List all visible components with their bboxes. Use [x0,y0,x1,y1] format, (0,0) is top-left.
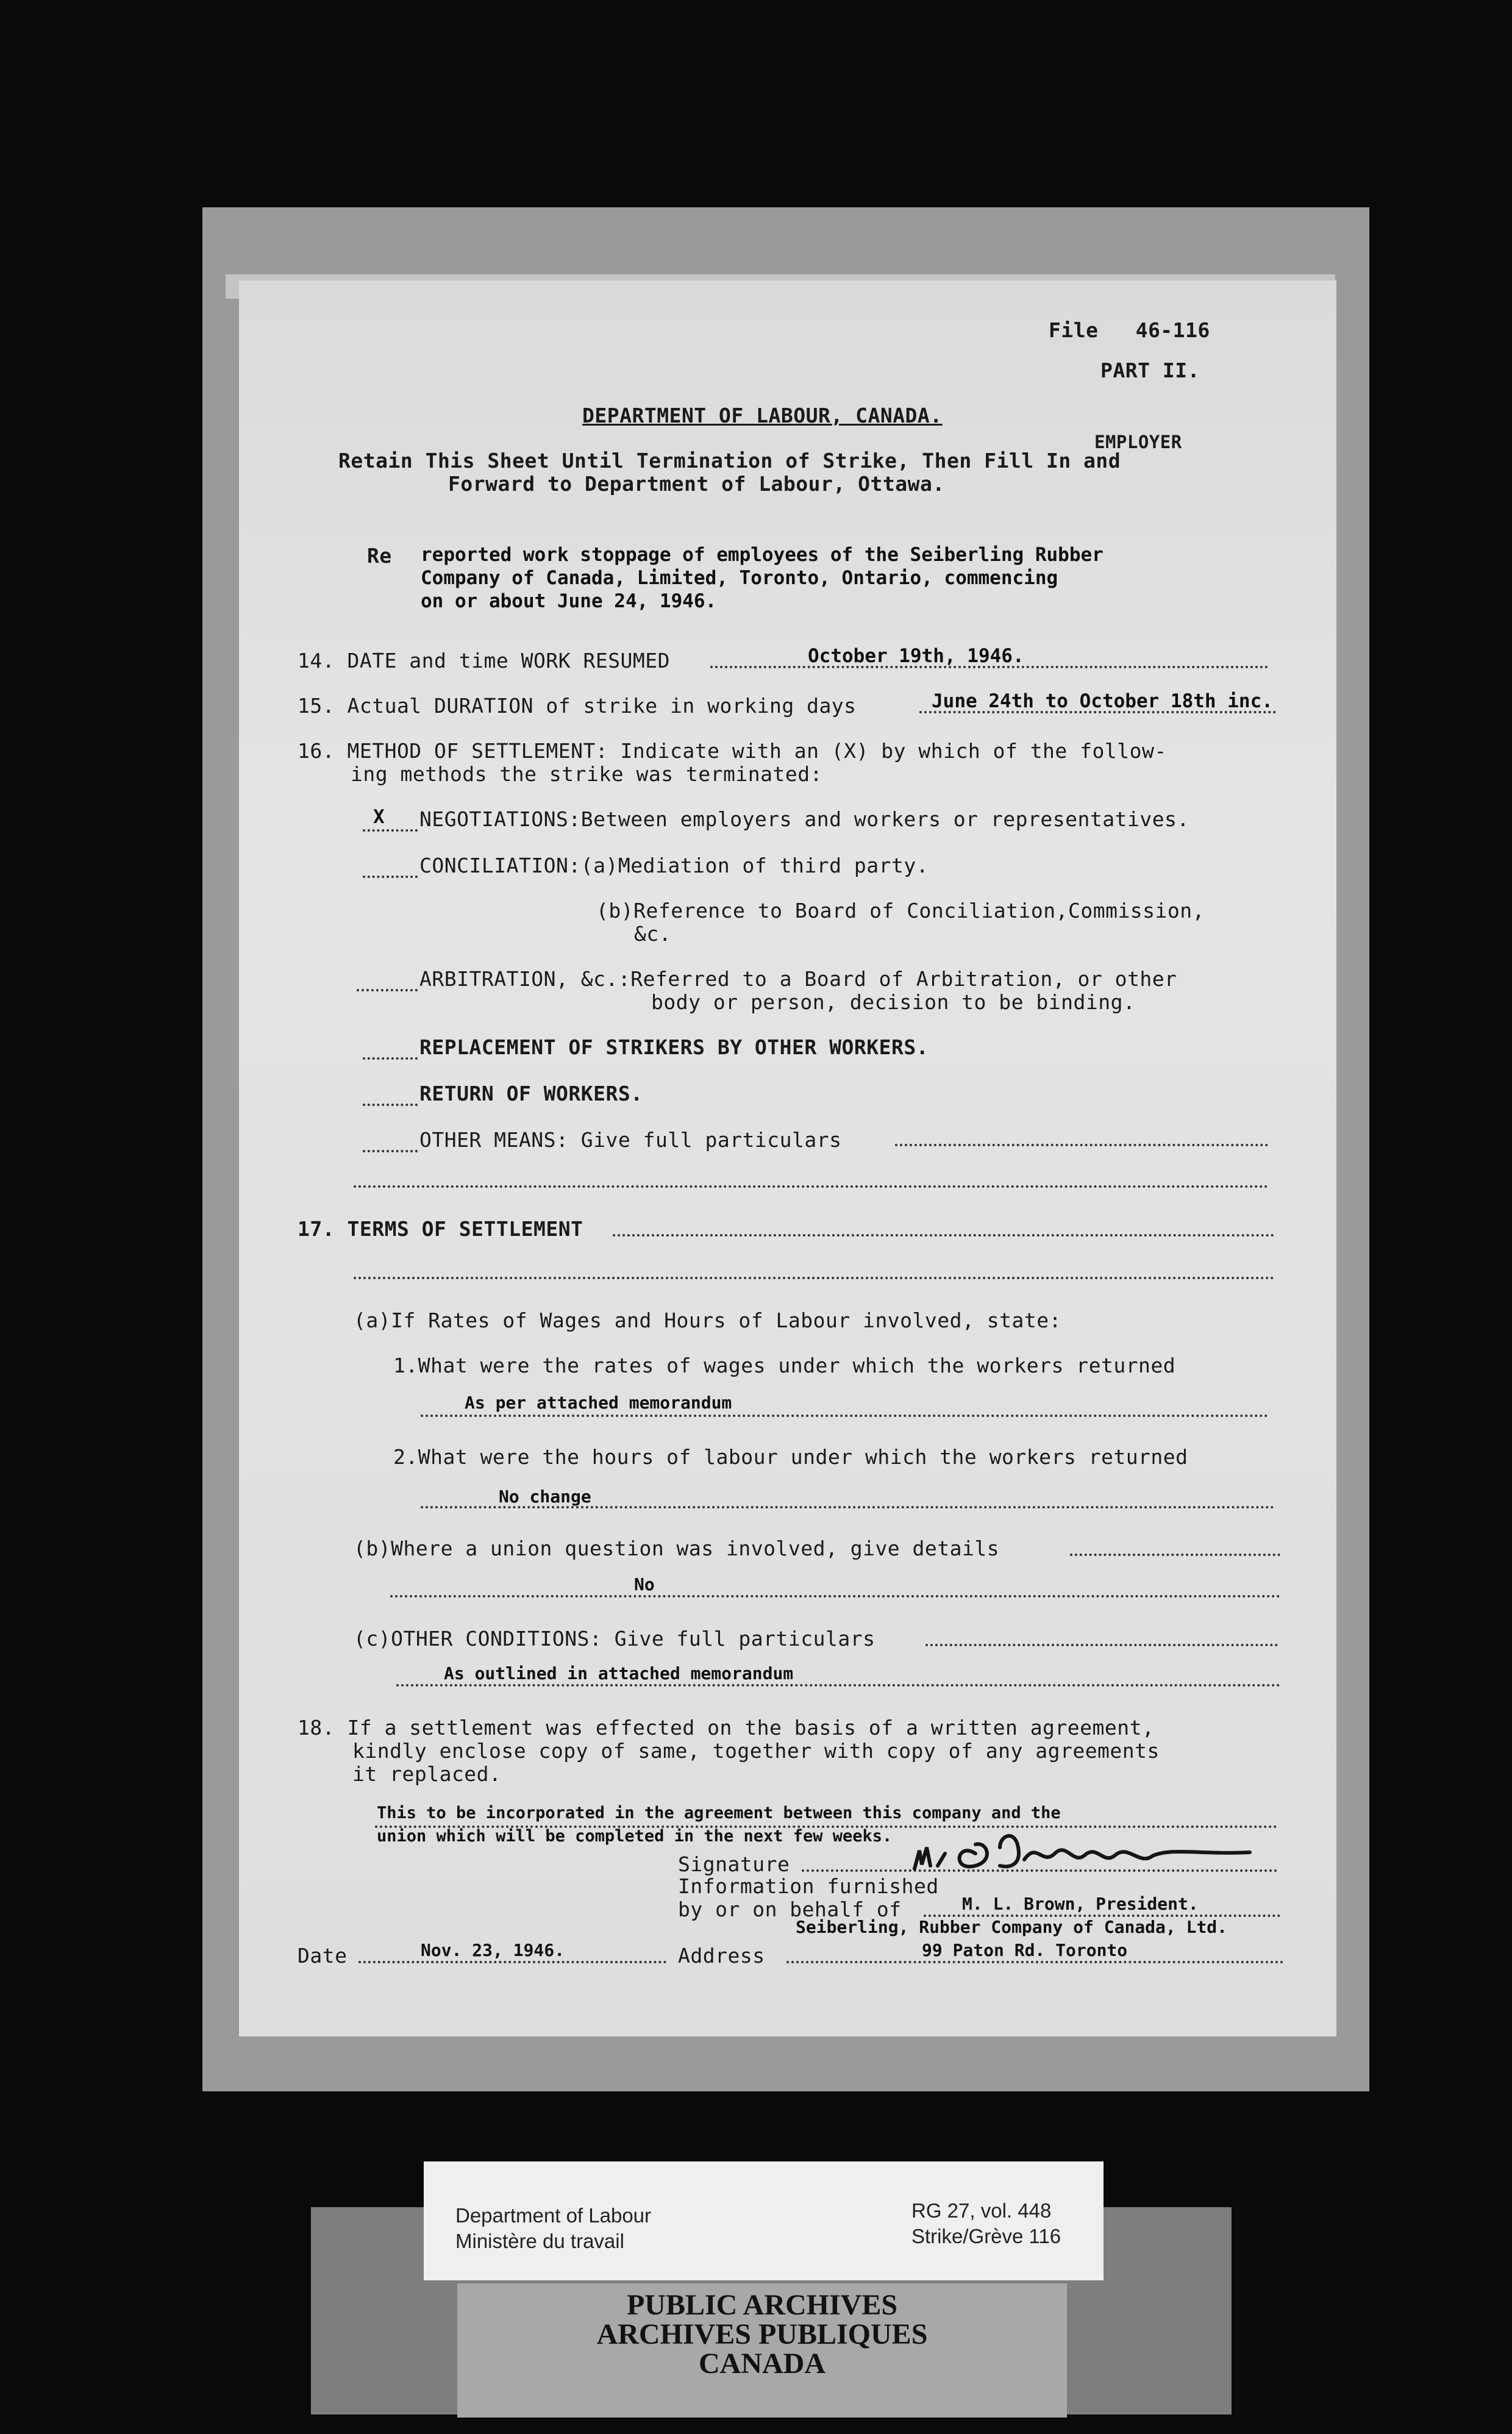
archive-ref-volume: RG 27, vol. 448 [911,2199,1052,2222]
q17-a1-answer: As per attached memorandum [465,1393,732,1413]
option-conciliation-b-2: &c. [634,922,672,946]
option-replacement: REPLACEMENT OF STRIKERS BY OTHER WORKERS. [419,1035,929,1059]
on-behalf-label: by or on behalf of [678,1897,902,1921]
option-negotiations: NEGOTIATIONS:Between employers and workers or representatives. [419,807,1189,831]
info-furnished-label: Information furnished [678,1874,939,1898]
address-label: Address [678,1944,765,1968]
archive-ref-strike: Strike/Grève 116 [911,2225,1061,2247]
option-arbitration-1: ARBITRATION, &c.:Referred to a Board of Arbitration, or other [419,967,1177,991]
re-line-2: Company of Canada, Limited, Toronto, Ontario, commencing [421,567,1058,589]
q18-line-2: kindly enclose copy of same, together with copy of any agreements [352,1739,1160,1763]
re-line-1: reported work stoppage of employees of the Seiberling Rubber [421,544,1104,566]
option-conciliation-b-1: (b)Reference to Board of Conciliation,Commission, [596,899,1205,923]
q18-answer-1: This to be incorporated in the agreement between this company and the [377,1804,1061,1822]
option-arbitration-2: body or person, decision to be binding. [651,990,1136,1014]
q14-answer: October 19th, 1946. [808,645,1024,667]
file-number: File 46-116 [1049,318,1210,342]
q16-heading-2: ing methods the strike was terminated: [351,762,822,786]
q18-line-3: it replaced. [352,1762,502,1786]
re-label: Re [367,544,392,568]
option-other-means: OTHER MEANS: Give full particulars [419,1128,842,1152]
q17-c: (c)OTHER CONDITIONS: Give full particulars [354,1627,875,1651]
company-name: Seiberling, Rubber Company of Canada, Ltd. [796,1917,1228,1937]
q17-c-answer: As outlined in attached memorandum [444,1663,794,1683]
q17-line-2 [354,1277,1274,1279]
department-title: DEPARTMENT OF LABOUR, CANADA. [582,404,943,427]
department-en: Department of Labour [455,2204,652,2227]
q17-a2: 2.What were the hours of labour under which the workers returned [393,1445,1188,1469]
q17-line-1 [613,1234,1274,1237]
q15-answer: June 24th to October 18th inc. [932,690,1273,712]
option-conciliation-a: CONCILIATION:(a)Mediation of third party. [419,854,929,877]
retain-instruction-1: Retain This Sheet Until Termination of Strike, Then Fill In and [338,449,1121,473]
part-label: PART II. [1100,359,1200,382]
furnished-by: M. L. Brown, President. [962,1894,1199,1914]
q17-b-line-1 [1070,1554,1280,1556]
stamp-line-2: ARCHIVES PUBLIQUES [596,2318,928,2350]
mark-line-negotiations [363,829,418,832]
q17-c-line-1 [925,1644,1278,1646]
q17-label: 17. TERMS OF SETTLEMENT [298,1217,583,1241]
stamp-line-1: PUBLIC ARCHIVES [626,2289,898,2321]
archive-stamp [457,2283,1067,2418]
negotiations-mark: X [373,806,385,828]
mark-line-arbitration [357,989,418,991]
archive-reference-card [424,2161,1104,2280]
re-line-3: on or about June 24, 1946. [421,590,717,612]
date-line [358,1961,666,1963]
option-return: RETURN OF WORKERS. [419,1082,643,1105]
q15-label: 15. Actual DURATION of strike in working days [298,694,857,718]
q17-a1: 1.What were the rates of wages under which the workers returned [393,1354,1176,1377]
mark-line-other [363,1150,418,1152]
stamp-line-3: CANADA [699,2347,826,2380]
q17-b: (b)Where a union question was involved, give details [354,1536,1000,1560]
q17-a: (a)If Rates of Wages and Hours of Labour involved, state: [354,1308,1061,1332]
signature-label: Signature [678,1852,790,1876]
retain-instruction-2: Forward to Department of Labour, Ottawa. [448,472,945,496]
date-label: Date [298,1944,348,1968]
q14-label: 14. DATE and time WORK RESUMED [298,649,671,673]
address-line [786,1961,1283,1963]
mark-line-replacement [363,1057,418,1060]
mark-line-return [363,1104,418,1106]
q17-c-line-2 [396,1684,1280,1686]
employer-insert: EMPLOYER [1094,432,1182,452]
q17-b-line-2 [390,1595,1280,1597]
mark-line-conciliation [363,876,418,878]
q18-line-1: 18. If a settlement was effected on the basis of a written agreement, [298,1716,1155,1740]
q16-heading-1: 16. METHOD OF SETTLEMENT: Indicate with an (X) by which of the follow- [298,739,1167,763]
handwritten-signature [908,1817,1262,1884]
q17-a2-answer: No change [499,1486,591,1507]
q18-answer-2: union which will be completed in the next few weeks. [377,1827,893,1846]
other-means-line-1 [895,1144,1268,1146]
q17-b-answer: No [634,1574,655,1594]
q17-a1-line [421,1415,1268,1417]
department-fr: Ministère du travail [455,2230,624,2252]
address-value: 99 Paton Rd. Toronto [922,1940,1128,1960]
other-means-line-2 [354,1185,1268,1188]
date-value: Nov. 23, 1946. [421,1940,565,1960]
